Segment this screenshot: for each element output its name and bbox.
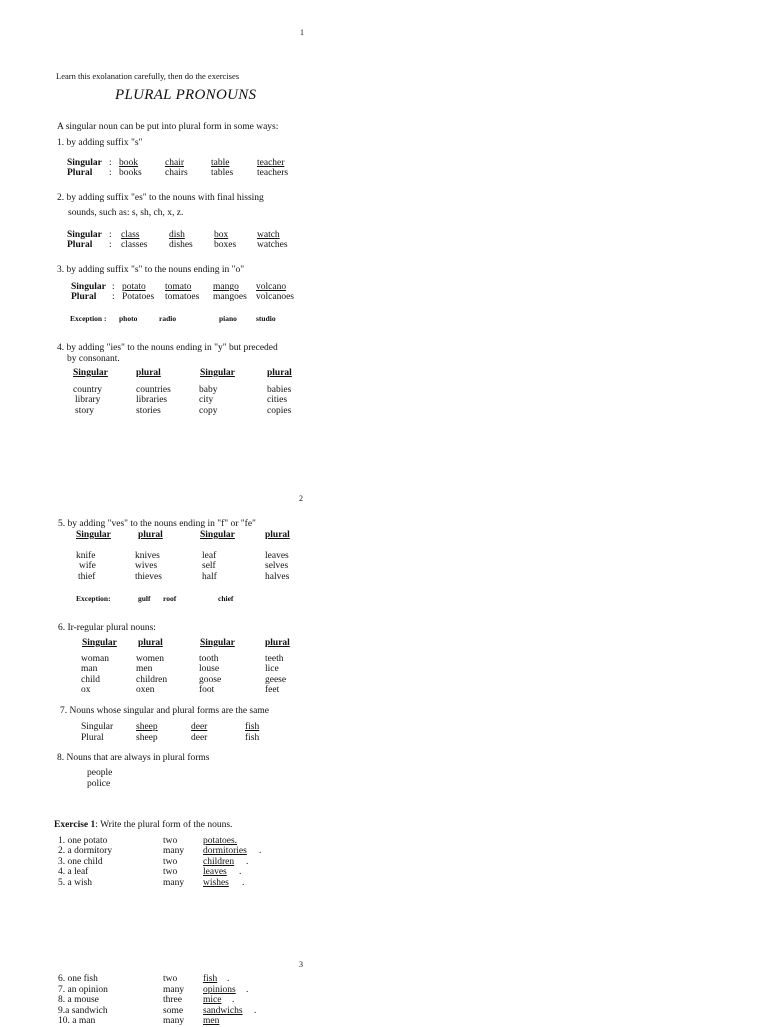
quantity: many (163, 846, 185, 856)
plural-label: Plural (67, 240, 93, 250)
cell: foot (199, 685, 215, 695)
question: 5. a wish (58, 878, 93, 888)
question: 4. a leaf (58, 867, 89, 877)
rule-3-heading: 3. by adding suffix "s" to the nouns ending in "o" (57, 265, 245, 275)
cell: library (75, 395, 101, 405)
intro-text: Learn this exolanation carefully, then do the exercises (56, 71, 240, 81)
answer: potatoes. (203, 836, 238, 846)
rule-7-heading: 7. Nouns whose singular and plural forms are the same (60, 706, 269, 716)
word: sheep (136, 722, 158, 732)
list-item: police (87, 779, 111, 789)
page-number-3: 3 (299, 960, 303, 969)
cell: men (136, 664, 153, 674)
cell: knife (76, 551, 96, 561)
column-header: Singular (200, 368, 235, 378)
word: Potatoes (122, 292, 155, 302)
question: 10. a man (58, 1016, 96, 1026)
question: 7. an opinion (58, 985, 108, 995)
word: box (214, 230, 229, 240)
cell: child (81, 675, 100, 685)
singular-label: Singular (67, 158, 102, 168)
column-header: plural (265, 638, 290, 648)
answer: dormitories (203, 846, 247, 856)
word: books (119, 168, 142, 178)
cell: wife (79, 561, 96, 571)
cell: leaves (265, 551, 289, 561)
cell: wives (135, 561, 158, 571)
word: teacher (257, 158, 285, 168)
cell: thieves (135, 572, 162, 582)
quantity: many (163, 985, 185, 995)
cell: cities (267, 395, 288, 405)
word: boxes (214, 240, 237, 250)
cell: selves (265, 561, 289, 571)
word: chief (218, 594, 234, 603)
word: deer (191, 733, 208, 743)
period: . (254, 1006, 257, 1016)
singular-label: Singular (71, 282, 106, 292)
cell: countries (136, 385, 171, 395)
cell: feet (265, 685, 280, 695)
word: gulf (138, 594, 151, 603)
quantity: two (163, 867, 178, 877)
separator: : (109, 230, 112, 240)
word: dish (169, 230, 185, 240)
quantity: three (163, 995, 182, 1005)
period: . (246, 985, 249, 995)
cell: goose (199, 675, 222, 685)
singular-label: Singular (67, 230, 102, 240)
cell: lice (265, 664, 279, 674)
plural-label: Plural (81, 733, 104, 743)
cell: leaf (202, 551, 217, 561)
separator: : (112, 292, 115, 302)
question: 6. one fish (58, 974, 98, 984)
cell: geese (265, 675, 287, 685)
word: volcanoes (256, 292, 294, 302)
word: classes (121, 240, 148, 250)
cell: copy (199, 406, 218, 416)
cell: story (75, 406, 94, 416)
exercise-label: Exercise 1 (54, 820, 96, 830)
period: . (242, 878, 245, 888)
column-header: plural (267, 368, 292, 378)
word: studio (256, 314, 276, 323)
question: 1. one potato (58, 836, 108, 846)
column-header: plural (265, 530, 290, 540)
period: . (232, 995, 235, 1005)
quantity: many (163, 878, 185, 888)
singular-label: Singular (81, 722, 114, 732)
column-header: Singular (82, 638, 117, 648)
cell: stories (136, 406, 161, 416)
rule-4-heading-cont: by consonant. (67, 354, 120, 364)
column-header: plural (136, 368, 161, 378)
answer: sandwichs (203, 1006, 243, 1016)
rule-2-heading: 2. by adding suffix "es" to the nouns with final hissing (57, 193, 264, 203)
word: deer (191, 722, 208, 732)
question: 8. a mouse (58, 995, 99, 1005)
exception-label: Exception : (70, 314, 107, 323)
cell: self (202, 561, 216, 571)
rule-6-heading: 6. Ir-regular plural nouns: (58, 623, 156, 633)
cell: libraries (136, 395, 168, 405)
word: dishes (169, 240, 193, 250)
word: tables (211, 168, 234, 178)
column-header: Singular (200, 638, 235, 648)
word: volcano (256, 282, 287, 292)
quantity: two (163, 857, 178, 867)
word: tomato (165, 282, 192, 292)
column-header: Singular (200, 530, 235, 540)
cell: louse (199, 664, 220, 674)
word: tomatoes (165, 292, 200, 302)
cell: knives (135, 551, 160, 561)
cell: half (202, 572, 217, 582)
word: chairs (165, 168, 188, 178)
cell: children (136, 675, 168, 685)
cell: baby (199, 385, 218, 395)
exception-label: Exception: (76, 594, 111, 603)
word: mango (213, 282, 239, 292)
cell: tooth (199, 654, 219, 664)
cell: oxen (136, 685, 155, 695)
word: fish (245, 722, 260, 732)
quantity: two (163, 836, 178, 846)
answer: men (203, 1016, 220, 1026)
answer: wishes (203, 878, 229, 888)
word: sheep (136, 733, 158, 743)
word: roof (163, 594, 177, 603)
question: 3. one child (58, 857, 103, 867)
answer: leaves (203, 867, 227, 877)
cell: ox (81, 685, 91, 695)
separator: : (112, 282, 115, 292)
period: . (259, 846, 262, 856)
rule-8-heading: 8. Nouns that are always in plural forms (57, 753, 210, 763)
answer: mice (203, 995, 222, 1005)
column-header: plural (138, 638, 163, 648)
page-title: PLURAL PRONOUNS (115, 87, 257, 103)
quantity: many (163, 1016, 185, 1026)
word: watches (257, 240, 288, 250)
word: book (119, 158, 138, 168)
answer: children (203, 857, 235, 867)
lead-text: A singular noun can be put into plural form in some ways: (57, 122, 279, 132)
column-header: Singular (76, 530, 111, 540)
word: radio (159, 314, 177, 323)
quantity: some (163, 1006, 184, 1016)
period: . (246, 857, 249, 867)
word: chair (165, 158, 184, 168)
word: piano (219, 314, 237, 323)
word: fish (245, 733, 260, 743)
rule-2-heading-cont: sounds, such as: s, sh, ch, x, z. (68, 208, 184, 218)
column-header: Singular (73, 368, 108, 378)
period: . (239, 867, 242, 877)
page-number-2: 2 (299, 494, 303, 503)
column-header: plural (138, 530, 163, 540)
cell: thief (78, 572, 96, 582)
rule-5-heading: 5. by adding "ves" to the nouns ending in "f" or "fe" (58, 519, 256, 529)
word: potato (122, 282, 146, 292)
cell: man (81, 664, 98, 674)
cell: woman (81, 654, 109, 664)
cell: babies (267, 385, 292, 395)
cell: city (199, 395, 214, 405)
separator: : (109, 158, 112, 168)
answer: fish (203, 974, 218, 984)
exercise-instruction: : Write the plural form of the nouns. (95, 820, 233, 830)
cell: copies (267, 406, 292, 416)
question: 2. a dormitory (58, 846, 113, 856)
cell: country (73, 385, 103, 395)
rule-4-heading: 4. by adding "ies" to the nouns ending in "y" but preceded (57, 343, 278, 353)
plural-label: Plural (67, 168, 93, 178)
answer: opinions (203, 985, 236, 995)
question: 9.a sandwich (58, 1006, 108, 1016)
rule-1-heading: 1. by adding suffix "s" (57, 138, 143, 148)
word: table (211, 158, 230, 168)
period: . (227, 974, 230, 984)
word: class (121, 230, 140, 240)
exercise-heading (54, 820, 232, 831)
list-item: people (87, 768, 113, 778)
cell: teeth (265, 654, 284, 664)
word: mangoes (213, 292, 247, 302)
word: photo (119, 314, 138, 323)
cell: women (136, 654, 164, 664)
word: teachers (257, 168, 289, 178)
plural-label: Plural (71, 292, 97, 302)
cell: halves (265, 572, 290, 582)
page-number-1: 1 (300, 28, 304, 37)
word: watch (257, 230, 280, 240)
separator: : (109, 240, 112, 250)
quantity: two (163, 974, 178, 984)
separator: : (109, 168, 112, 178)
